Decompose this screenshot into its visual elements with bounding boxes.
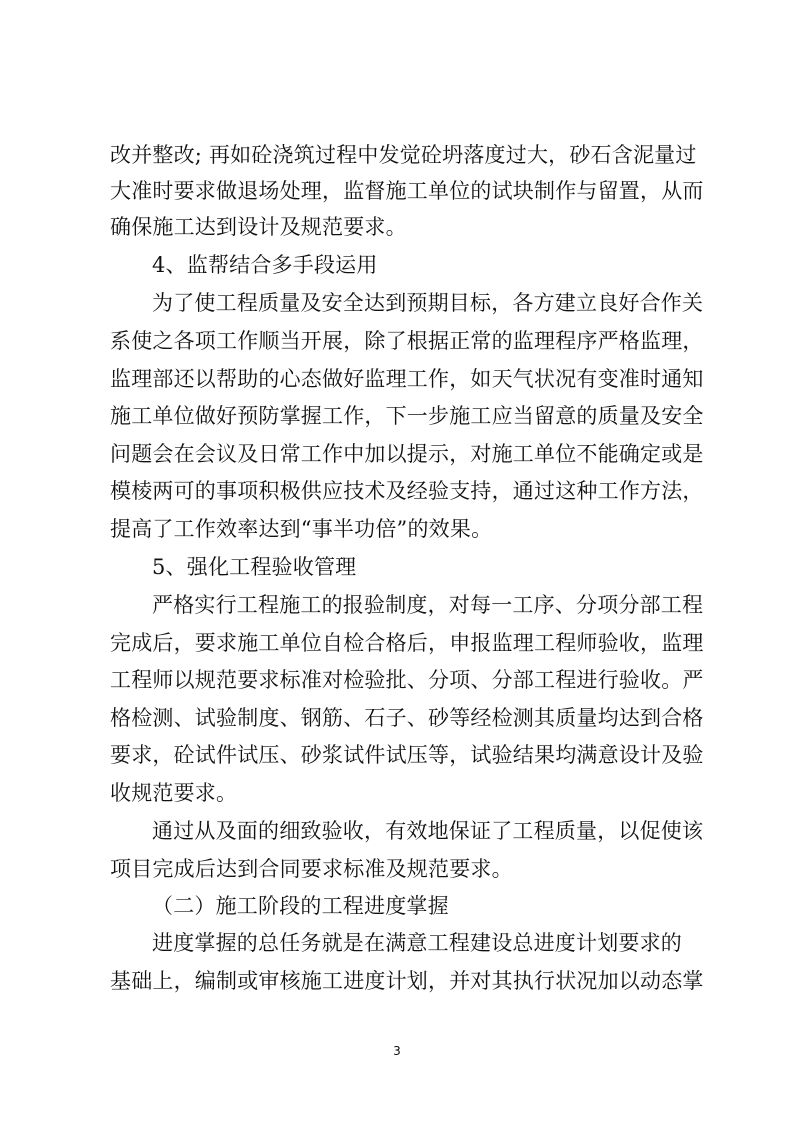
body-text-line: 大准时要求做退场处理，监督施工单位的试块制作与留置，从而 bbox=[110, 179, 704, 203]
body-text-line: 格检测、试验制度、钢筋、石子、砂等经检测其质量均达到合格 bbox=[110, 706, 704, 730]
body-text-line: 通过从及面的细致验收，有效地保证了工程质量，以促使该 bbox=[152, 819, 704, 843]
body-text-line: 确保施工达到设计及规范要求。 bbox=[110, 215, 407, 239]
body-text-line: 为了使工程质量及安全达到预期目标，各方建立良好合作关 bbox=[152, 291, 704, 315]
body-text-line: 工程师以规范要求标准对检验批、分项、分部工程进行验收。严 bbox=[110, 668, 704, 692]
body-text-line: 项目完成后达到合同要求标准及规范要求。 bbox=[110, 857, 513, 881]
body-text-line: 系使之各项工作顺当开展，除了根据正常的监理程序严格监理， bbox=[110, 329, 704, 353]
page-number: 3 bbox=[393, 1044, 401, 1058]
body-text-line: 要求，砼试件试压、砂浆试件试压等，试验结果均满意设计及验 bbox=[110, 743, 704, 767]
body-text-line: 严格实行工程施工的报验制度，对每一工序、分项分部工程 bbox=[152, 593, 704, 617]
body-text-line: 施工单位做好预防掌握工作，下一步施工应当留意的质量及安全 bbox=[110, 404, 704, 428]
body-text-line: 监理部还以帮助的心态做好监理工作，如天气状况有变准时通知 bbox=[110, 367, 704, 391]
body-text-line: 完成后，要求施工单位自检合格后，申报监理工程师验收，监理 bbox=[110, 631, 704, 655]
body-text-line: 问题会在会议及日常工作中加以提示，对施工单位不能确定或是 bbox=[110, 442, 704, 466]
body-text-line: 进度掌握的总任务就是在满意工程建设总进度计划要求的 bbox=[152, 931, 682, 955]
body-text-line: 收规范要求。 bbox=[110, 781, 238, 805]
section-heading: 5、强化工程验收管理 bbox=[152, 555, 357, 579]
section-heading: 4、监帮结合多手段运用 bbox=[152, 253, 378, 277]
body-text-line: 改并整改; 再如砼浇筑过程中发觉砼坍落度过大，砂石含泥量过 bbox=[110, 143, 697, 167]
body-text-line: 基础上，编制或审核施工进度计划，并对其执行状况加以动态掌 bbox=[110, 969, 704, 993]
body-text-line: 模棱两可的事项积极供应技术及经验支持，通过这种工作方法， bbox=[110, 479, 704, 503]
body-text-line: 提高了工作效率达到“事半功倍”的效果。 bbox=[110, 517, 493, 541]
section-heading: （二）施工阶段的工程进度掌握 bbox=[152, 894, 449, 918]
